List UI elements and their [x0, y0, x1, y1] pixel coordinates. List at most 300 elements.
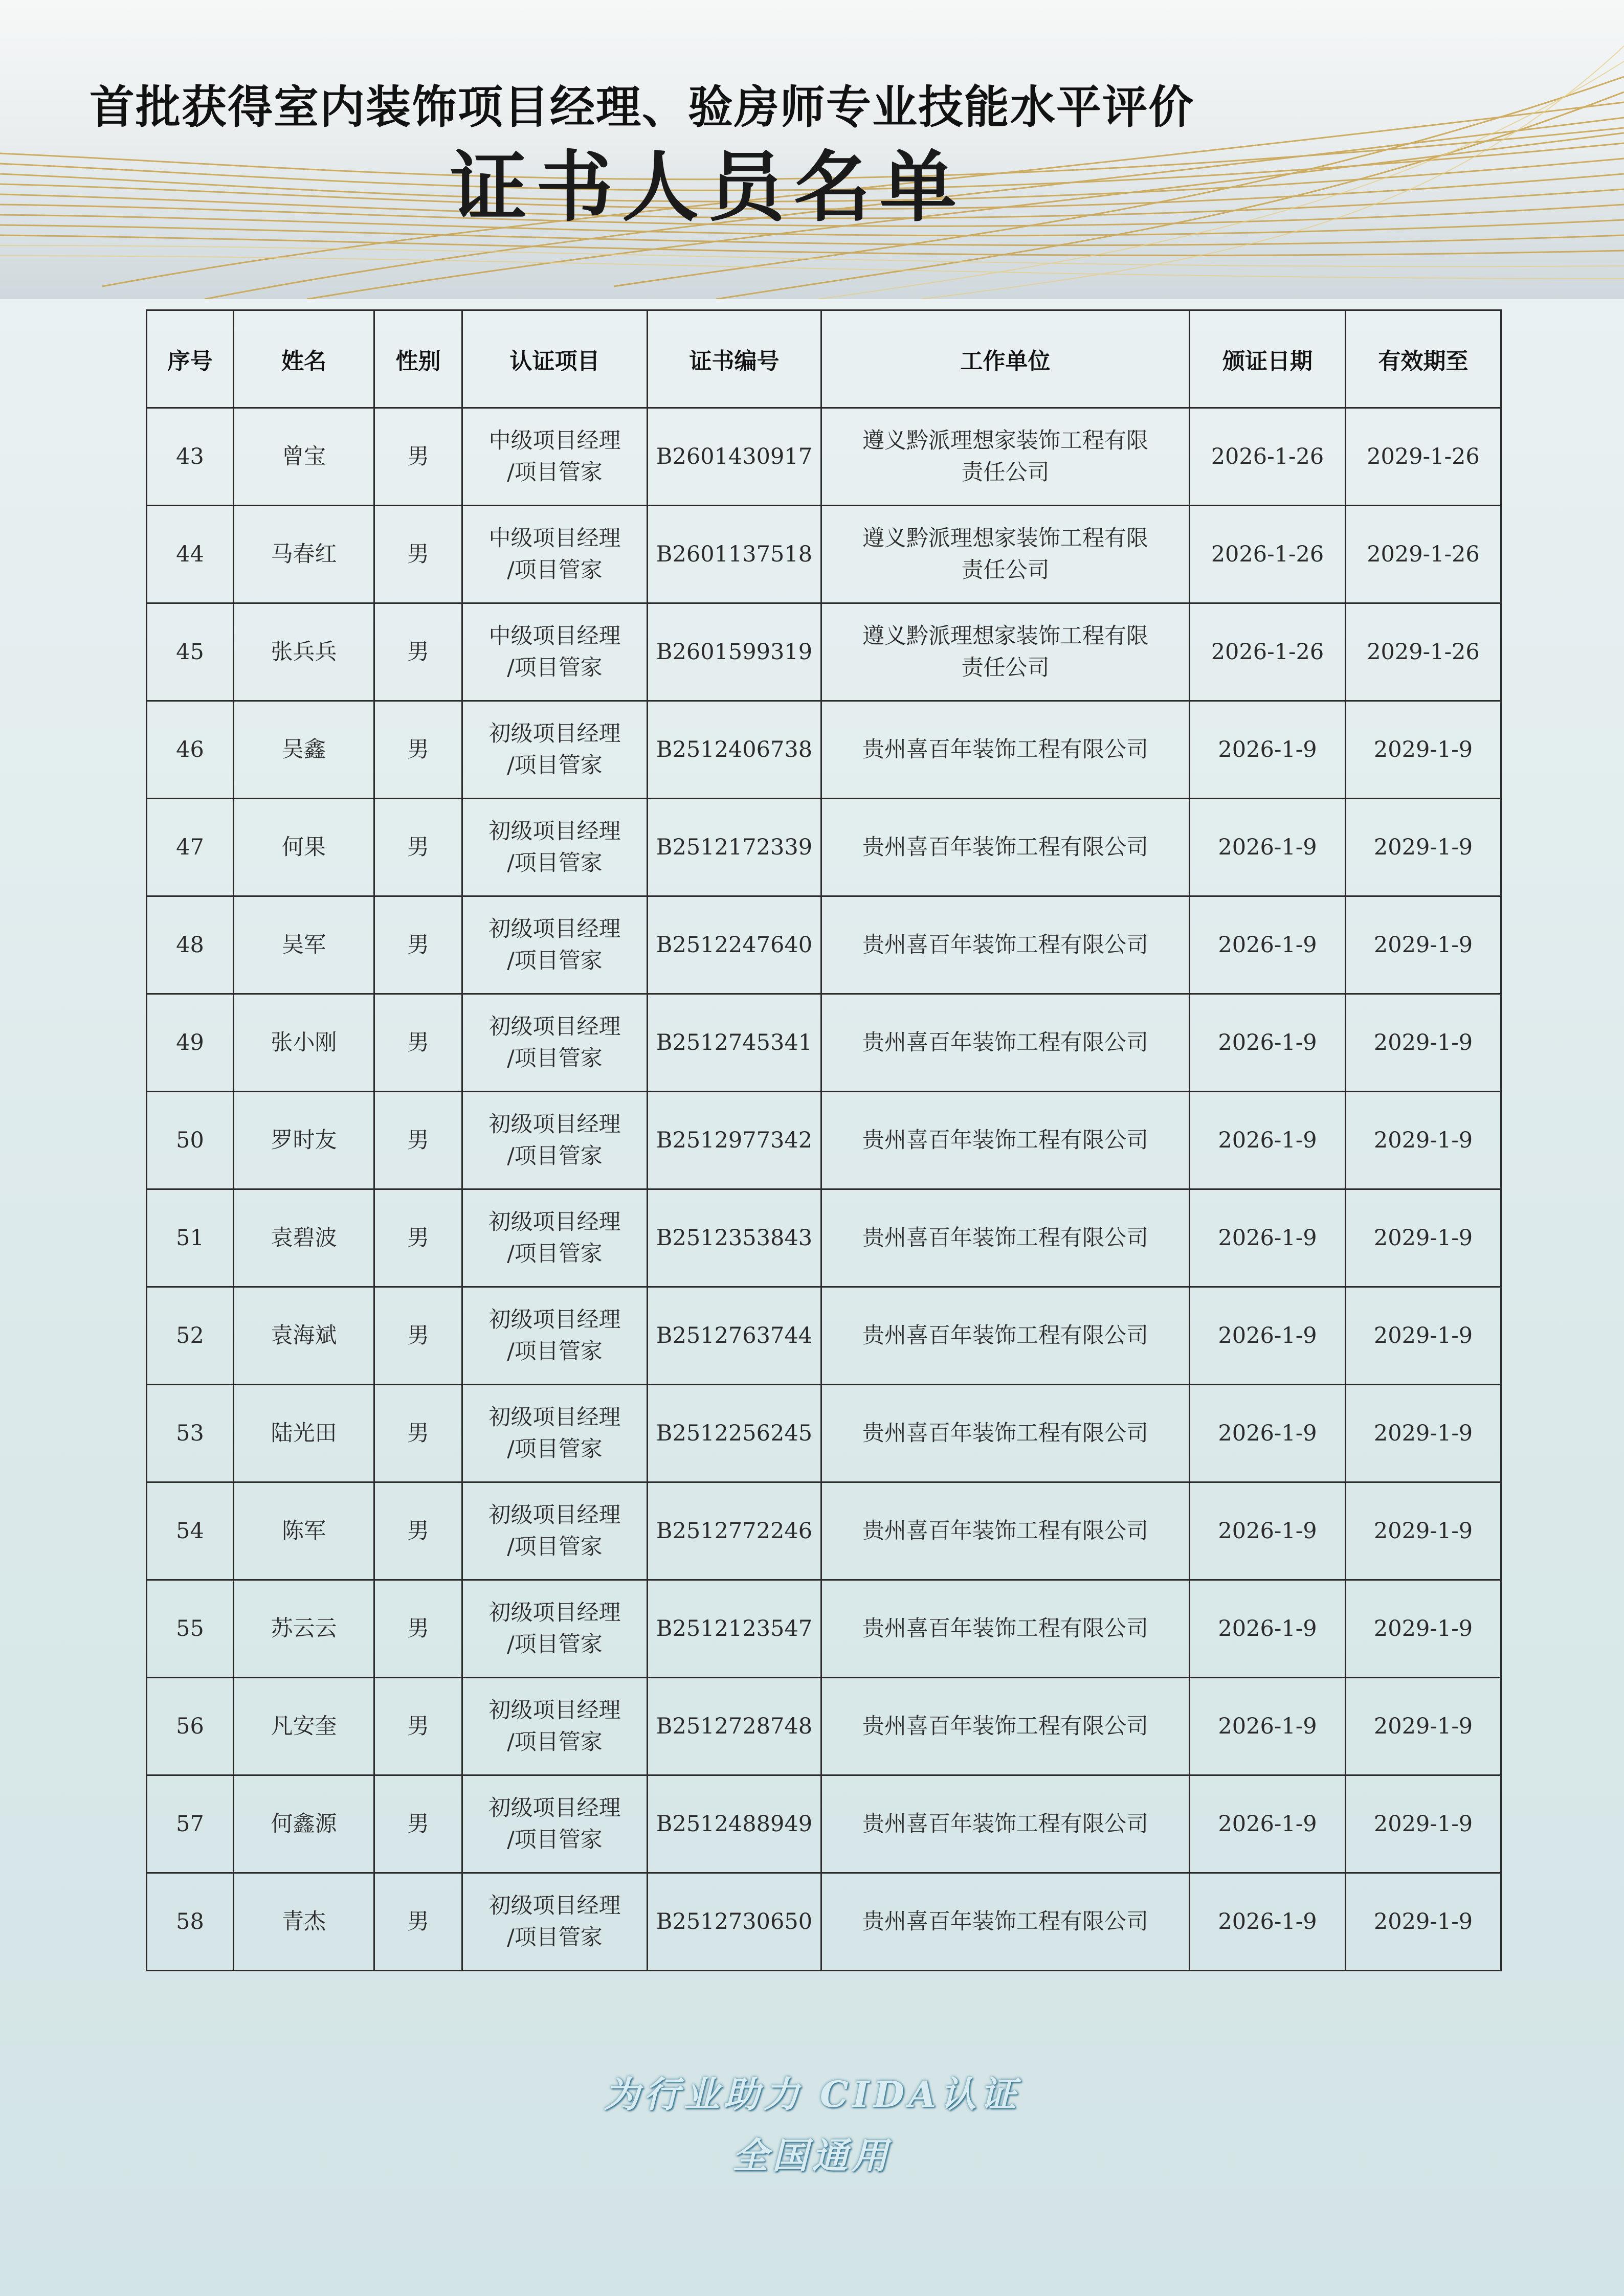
cell-work-unit-line: 贵州喜百年装饰工程有限公司	[862, 1128, 1148, 1153]
cell-cert-number	[648, 1580, 821, 1678]
cell-gender-line: 男	[407, 1811, 429, 1837]
cell-serial-no	[147, 1678, 234, 1775]
cell-issue-date	[1190, 799, 1346, 896]
cell-issue-date	[1190, 408, 1346, 506]
cell-serial-no	[147, 896, 234, 994]
cell-gender-line: 男	[407, 542, 429, 567]
cell-gender-line: 男	[407, 1421, 429, 1446]
cell-serial-no-line: 56	[176, 1714, 204, 1739]
cell-cert-number-line: B2512728748	[656, 1714, 813, 1739]
cell-issue-date	[1190, 1678, 1346, 1775]
cell-gender	[374, 408, 462, 506]
certificate-roster-table	[146, 309, 1502, 1971]
cell-serial-no-line: 47	[176, 835, 204, 860]
cell-cert-item	[462, 408, 648, 506]
cell-name	[234, 506, 374, 603]
cell-valid-until	[1346, 1678, 1501, 1775]
cell-work-unit-line: 贵州喜百年装饰工程有限公司	[862, 1323, 1148, 1348]
cell-cert-item-line: 初级项目经理	[488, 1502, 621, 1528]
cell-cert-number	[648, 506, 821, 603]
cell-gender-line: 男	[407, 1323, 429, 1348]
cell-issue-date	[1190, 1287, 1346, 1385]
cell-name-line: 陈军	[282, 1518, 326, 1544]
cell-cert-item-line: 初级项目经理	[488, 1698, 621, 1723]
cell-serial-no-line: 43	[176, 444, 204, 469]
column-header: 证书编号	[648, 310, 821, 408]
cell-issue-date	[1190, 994, 1346, 1092]
cell-serial-no	[147, 1385, 234, 1482]
column-header: 工作单位	[821, 310, 1190, 408]
table-row	[147, 1385, 1501, 1482]
cell-gender	[374, 1189, 462, 1287]
cell-cert-number	[648, 408, 821, 506]
cell-name	[234, 1775, 374, 1873]
cell-valid-until-line: 2029-1-9	[1373, 1225, 1473, 1251]
cell-gender	[374, 1287, 462, 1385]
cell-cert-item	[462, 1092, 648, 1189]
cell-gender	[374, 701, 462, 799]
cell-serial-no	[147, 701, 234, 799]
cell-cert-item	[462, 603, 648, 701]
cell-name-line: 青杰	[282, 1909, 326, 1934]
cell-cert-number-line: B2512730650	[656, 1909, 813, 1934]
table-row	[147, 1678, 1501, 1775]
column-header: 认证项目	[462, 310, 648, 408]
cell-valid-until-line: 2029-1-9	[1373, 1714, 1473, 1739]
cell-cert-item	[462, 1287, 648, 1385]
cell-gender	[374, 1385, 462, 1482]
cell-name-line: 何果	[282, 835, 326, 860]
cell-name	[234, 1678, 374, 1775]
cell-issue-date	[1190, 1580, 1346, 1678]
cell-cert-item	[462, 1580, 648, 1678]
cell-cert-item-line: 初级项目经理	[488, 1795, 621, 1821]
cell-name-line: 马春红	[271, 542, 337, 567]
cell-work-unit	[821, 701, 1190, 799]
cell-serial-no	[147, 1287, 234, 1385]
cell-issue-date-line: 2026-1-9	[1218, 1909, 1317, 1934]
cell-issue-date-line: 2026-1-9	[1218, 1616, 1317, 1641]
cell-issue-date-line: 2026-1-9	[1218, 1421, 1317, 1446]
cell-serial-no	[147, 408, 234, 506]
cell-cert-item-line: /项目管家	[507, 948, 603, 974]
cell-cert-number-line: B2512763744	[656, 1323, 813, 1348]
cell-name	[234, 896, 374, 994]
cell-valid-until	[1346, 1092, 1501, 1189]
cell-cert-item	[462, 1385, 648, 1482]
cell-issue-date-line: 2026-1-9	[1218, 835, 1317, 860]
cell-cert-number	[648, 701, 821, 799]
cell-name	[234, 1189, 374, 1287]
cell-cert-item-line: 初级项目经理	[488, 1893, 621, 1919]
cell-issue-date	[1190, 1873, 1346, 1971]
cell-cert-item-line: /项目管家	[507, 1143, 603, 1169]
cell-cert-item-line: /项目管家	[507, 1632, 603, 1657]
cell-name	[234, 408, 374, 506]
cell-cert-item-line: 初级项目经理	[488, 1014, 621, 1040]
cell-serial-no-line: 52	[176, 1323, 204, 1348]
cell-serial-no-line: 50	[176, 1128, 204, 1153]
cell-name-line: 苏云云	[271, 1616, 337, 1641]
table-row	[147, 1287, 1501, 1385]
cell-issue-date	[1190, 1482, 1346, 1580]
table-header-row	[147, 310, 1501, 408]
cell-serial-no-line: 48	[176, 932, 204, 958]
cell-valid-until	[1346, 1873, 1501, 1971]
column-header: 性别	[374, 310, 462, 408]
footer-slogan-subline: 全国通用	[732, 2134, 892, 2177]
cell-gender-line: 男	[407, 737, 429, 762]
cell-valid-until	[1346, 1580, 1501, 1678]
cell-work-unit-line: 贵州喜百年装饰工程有限公司	[862, 1714, 1148, 1739]
cell-work-unit	[821, 506, 1190, 603]
cell-issue-date-line: 2026-1-9	[1218, 1225, 1317, 1251]
cell-cert-number	[648, 1092, 821, 1189]
cell-work-unit-line: 贵州喜百年装饰工程有限公司	[862, 1030, 1148, 1055]
cell-valid-until	[1346, 408, 1501, 506]
cell-issue-date-line: 2026-1-9	[1218, 1811, 1317, 1837]
cell-cert-item-line: 初级项目经理	[488, 1112, 621, 1137]
cell-cert-item-line: /项目管家	[507, 753, 603, 778]
cell-name-line: 张小刚	[271, 1030, 337, 1055]
cell-issue-date-line: 2026-1-26	[1211, 444, 1324, 469]
cell-gender-line: 男	[407, 639, 429, 665]
cell-cert-item	[462, 1775, 648, 1873]
cell-cert-number-line: B2512123547	[656, 1616, 813, 1641]
cell-serial-no	[147, 603, 234, 701]
cell-work-unit-line: 贵州喜百年装饰工程有限公司	[862, 1518, 1148, 1544]
table-row	[147, 1482, 1501, 1580]
cell-cert-item-line: /项目管家	[507, 1046, 603, 1071]
cell-valid-until-line: 2029-1-9	[1373, 835, 1473, 860]
cell-work-unit-line: 贵州喜百年装饰工程有限公司	[862, 835, 1148, 860]
cell-work-unit	[821, 1873, 1190, 1971]
cell-cert-item-line: /项目管家	[507, 1729, 603, 1755]
cell-valid-until	[1346, 1482, 1501, 1580]
cell-cert-item	[462, 1678, 648, 1775]
cell-valid-until	[1346, 1287, 1501, 1385]
cell-gender-line: 男	[407, 1030, 429, 1055]
cell-cert-item	[462, 1873, 648, 1971]
cell-cert-item-line: 中级项目经理	[488, 428, 621, 454]
cell-valid-until-line: 2029-1-9	[1373, 1909, 1473, 1934]
cell-valid-until-line: 2029-1-9	[1373, 1811, 1473, 1837]
cell-cert-item-line: 初级项目经理	[488, 819, 621, 844]
cell-cert-item-line: /项目管家	[507, 1827, 603, 1853]
cell-work-unit-line: 贵州喜百年装饰工程有限公司	[862, 1909, 1148, 1934]
cell-work-unit-line: 责任公司	[961, 655, 1050, 681]
cell-name-line: 袁海斌	[271, 1323, 337, 1348]
table-row	[147, 994, 1501, 1092]
page-subtitle: 证书人员名单	[450, 142, 966, 232]
cell-name	[234, 1580, 374, 1678]
cell-name	[234, 603, 374, 701]
cell-serial-no	[147, 1775, 234, 1873]
cell-cert-number	[648, 603, 821, 701]
cell-cert-number	[648, 994, 821, 1092]
cell-cert-number	[648, 1482, 821, 1580]
cell-cert-number	[648, 1287, 821, 1385]
cell-work-unit	[821, 1482, 1190, 1580]
cell-serial-no	[147, 506, 234, 603]
cell-issue-date-line: 2026-1-9	[1218, 1323, 1317, 1348]
cell-cert-number-line: B2512172339	[656, 835, 813, 860]
column-header: 有效期至	[1346, 310, 1501, 408]
cell-issue-date-line: 2026-1-9	[1218, 932, 1317, 958]
table-row	[147, 799, 1501, 896]
table-row	[147, 701, 1501, 799]
cell-cert-number-line: B2601137518	[656, 542, 813, 567]
cell-gender-line: 男	[407, 1518, 429, 1544]
cell-gender-line: 男	[407, 1714, 429, 1739]
cell-cert-number-line: B2512353843	[656, 1225, 813, 1251]
cell-serial-no-line: 51	[176, 1225, 204, 1251]
cell-valid-until	[1346, 701, 1501, 799]
cell-cert-item	[462, 1189, 648, 1287]
cell-valid-until-line: 2029-1-9	[1373, 1518, 1473, 1544]
header-banner	[0, 0, 1624, 299]
cell-gender	[374, 1092, 462, 1189]
cell-valid-until-line: 2029-1-26	[1367, 444, 1480, 469]
cell-valid-until	[1346, 1189, 1501, 1287]
cell-gender	[374, 603, 462, 701]
cell-cert-item-line: 中级项目经理	[488, 623, 621, 649]
cell-cert-number	[648, 799, 821, 896]
cell-work-unit	[821, 1775, 1190, 1873]
cell-name	[234, 701, 374, 799]
cell-cert-item-line: 初级项目经理	[488, 1307, 621, 1333]
column-header: 序号	[147, 310, 234, 408]
cell-cert-number-line: B2512745341	[656, 1030, 813, 1055]
cell-name-line: 曾宝	[282, 444, 326, 469]
cell-cert-item-line: /项目管家	[507, 1925, 603, 1950]
cell-cert-item-line: /项目管家	[507, 1241, 603, 1267]
cell-name-line: 凡安奎	[271, 1714, 337, 1739]
cell-cert-number-line: B2512256245	[656, 1421, 813, 1446]
cell-valid-until	[1346, 603, 1501, 701]
cell-work-unit-line: 遵义黔派理想家装饰工程有限	[862, 526, 1148, 551]
cell-name	[234, 1385, 374, 1482]
cell-cert-number-line: B2512977342	[656, 1128, 813, 1153]
cell-serial-no-line: 53	[176, 1421, 204, 1446]
cell-cert-item	[462, 994, 648, 1092]
table-row	[147, 1092, 1501, 1189]
cell-work-unit	[821, 1092, 1190, 1189]
cell-serial-no-line: 49	[176, 1030, 204, 1055]
cell-issue-date	[1190, 1189, 1346, 1287]
cell-serial-no-line: 54	[176, 1518, 204, 1544]
table-row	[147, 408, 1501, 506]
cell-work-unit-line: 遵义黔派理想家装饰工程有限	[862, 428, 1148, 454]
cell-valid-until-line: 2029-1-26	[1367, 542, 1480, 567]
cell-cert-item	[462, 701, 648, 799]
cell-cert-item-line: /项目管家	[507, 1339, 603, 1364]
cell-name-line: 何鑫源	[271, 1811, 337, 1837]
cell-issue-date	[1190, 506, 1346, 603]
cell-issue-date-line: 2026-1-9	[1218, 1030, 1317, 1055]
column-header: 颁证日期	[1190, 310, 1346, 408]
cell-cert-item	[462, 896, 648, 994]
cell-gender	[374, 1482, 462, 1580]
cell-issue-date-line: 2026-1-26	[1211, 542, 1324, 567]
cell-cert-number-line: B2601599319	[656, 639, 813, 665]
cell-cert-number-line: B2601430917	[656, 444, 813, 469]
cell-issue-date-line: 2026-1-9	[1218, 1714, 1317, 1739]
cell-valid-until-line: 2029-1-9	[1373, 1323, 1473, 1348]
table-row	[147, 603, 1501, 701]
cell-cert-item-line: /项目管家	[507, 655, 603, 681]
cell-cert-number-line: B2512247640	[656, 932, 813, 958]
cell-gender	[374, 506, 462, 603]
cell-work-unit	[821, 603, 1190, 701]
cell-name	[234, 799, 374, 896]
cell-name	[234, 1873, 374, 1971]
cell-valid-until-line: 2029-1-9	[1373, 1421, 1473, 1446]
cell-serial-no	[147, 1580, 234, 1678]
cell-cert-item-line: 中级项目经理	[488, 526, 621, 551]
cell-cert-number	[648, 1678, 821, 1775]
footer-slogan: 为行业助力 CIDA认证	[604, 2073, 1020, 2115]
cell-gender	[374, 799, 462, 896]
cell-serial-no-line: 58	[176, 1909, 204, 1934]
cell-name	[234, 1092, 374, 1189]
cell-cert-number	[648, 1873, 821, 1971]
cell-work-unit	[821, 408, 1190, 506]
cell-cert-item-line: 初级项目经理	[488, 916, 621, 942]
cell-valid-until-line: 2029-1-9	[1373, 1128, 1473, 1153]
cell-name-line: 吴鑫	[282, 737, 326, 762]
cell-work-unit-line: 责任公司	[961, 557, 1050, 583]
cell-serial-no-line: 55	[176, 1616, 204, 1641]
cell-work-unit-line: 贵州喜百年装饰工程有限公司	[862, 1225, 1148, 1251]
cell-cert-item	[462, 1482, 648, 1580]
cell-valid-until-line: 2029-1-9	[1373, 1616, 1473, 1641]
cell-valid-until	[1346, 1775, 1501, 1873]
cell-work-unit-line: 贵州喜百年装饰工程有限公司	[862, 737, 1148, 762]
cell-cert-item-line: 初级项目经理	[488, 1600, 621, 1626]
cell-name-line: 吴军	[282, 932, 326, 958]
cell-serial-no	[147, 1189, 234, 1287]
cell-valid-until-line: 2029-1-9	[1373, 737, 1473, 762]
cell-gender	[374, 1678, 462, 1775]
cell-valid-until-line: 2029-1-26	[1367, 639, 1480, 665]
cell-serial-no-line: 44	[176, 542, 204, 567]
cell-work-unit-line: 责任公司	[961, 460, 1050, 485]
cell-cert-item-line: 初级项目经理	[488, 721, 621, 747]
table-row	[147, 1775, 1501, 1873]
cell-valid-until	[1346, 896, 1501, 994]
cell-gender-line: 男	[407, 1909, 429, 1934]
cell-gender	[374, 994, 462, 1092]
cell-issue-date-line: 2026-1-9	[1218, 737, 1317, 762]
cell-work-unit	[821, 1385, 1190, 1482]
cell-serial-no-line: 57	[176, 1811, 204, 1837]
cell-cert-number	[648, 896, 821, 994]
table-row	[147, 506, 1501, 603]
page-title: 首批获得室内装饰项目经理、验房师专业技能水平评价	[90, 81, 1195, 133]
table-row	[147, 1580, 1501, 1678]
cell-gender	[374, 1873, 462, 1971]
cell-work-unit	[821, 896, 1190, 994]
cell-serial-no-line: 45	[176, 639, 204, 665]
cell-name-line: 袁碧波	[271, 1225, 337, 1251]
cell-issue-date	[1190, 1092, 1346, 1189]
cell-gender	[374, 1775, 462, 1873]
cell-name-line: 张兵兵	[271, 639, 337, 665]
cell-cert-number	[648, 1189, 821, 1287]
cell-serial-no-line: 46	[176, 737, 204, 762]
cell-cert-number-line: B2512406738	[656, 737, 813, 762]
cell-serial-no	[147, 1873, 234, 1971]
cell-work-unit-line: 遵义黔派理想家装饰工程有限	[862, 623, 1148, 649]
cell-serial-no	[147, 994, 234, 1092]
cell-cert-number-line: B2512488949	[656, 1811, 813, 1837]
cell-issue-date	[1190, 1385, 1346, 1482]
cell-cert-item-line: /项目管家	[507, 1534, 603, 1560]
cell-gender-line: 男	[407, 932, 429, 958]
cell-cert-item-line: /项目管家	[507, 1436, 603, 1462]
cell-gender-line: 男	[407, 1225, 429, 1251]
cell-cert-item	[462, 506, 648, 603]
cell-gender-line: 男	[407, 1128, 429, 1153]
cell-name	[234, 1287, 374, 1385]
cell-work-unit	[821, 1580, 1190, 1678]
cell-name	[234, 1482, 374, 1580]
cell-cert-item-line: /项目管家	[507, 460, 603, 485]
table-row	[147, 1873, 1501, 1971]
cell-work-unit	[821, 1678, 1190, 1775]
cell-name-line: 罗时友	[271, 1128, 337, 1153]
column-header: 姓名	[234, 310, 374, 408]
cell-valid-until	[1346, 994, 1501, 1092]
cell-issue-date	[1190, 603, 1346, 701]
table-row	[147, 1189, 1501, 1287]
table-body	[147, 408, 1501, 1971]
cell-cert-number	[648, 1775, 821, 1873]
cell-serial-no	[147, 1482, 234, 1580]
cell-cert-item	[462, 799, 648, 896]
cell-work-unit	[821, 799, 1190, 896]
cell-name	[234, 994, 374, 1092]
cell-cert-item-line: 初级项目经理	[488, 1405, 621, 1430]
cell-issue-date-line: 2026-1-9	[1218, 1518, 1317, 1544]
cell-valid-until	[1346, 506, 1501, 603]
cell-cert-item-line: 初级项目经理	[488, 1209, 621, 1235]
cell-name-line: 陆光田	[271, 1421, 337, 1446]
cell-issue-date-line: 2026-1-26	[1211, 639, 1324, 665]
cell-gender-line: 男	[407, 835, 429, 860]
cell-issue-date	[1190, 1775, 1346, 1873]
cell-cert-number	[648, 1385, 821, 1482]
cell-valid-until	[1346, 1385, 1501, 1482]
cell-serial-no	[147, 799, 234, 896]
cell-gender-line: 男	[407, 444, 429, 469]
cell-gender	[374, 896, 462, 994]
cell-work-unit	[821, 1287, 1190, 1385]
cell-issue-date-line: 2026-1-9	[1218, 1128, 1317, 1153]
cell-valid-until	[1346, 799, 1501, 896]
cell-cert-item-line: /项目管家	[507, 557, 603, 583]
cell-gender	[374, 1580, 462, 1678]
cell-work-unit	[821, 994, 1190, 1092]
cell-valid-until-line: 2029-1-9	[1373, 1030, 1473, 1055]
cell-issue-date	[1190, 701, 1346, 799]
cell-gender-line: 男	[407, 1616, 429, 1641]
cell-cert-item-line: /项目管家	[507, 850, 603, 876]
cell-work-unit-line: 贵州喜百年装饰工程有限公司	[862, 1811, 1148, 1837]
cell-serial-no	[147, 1092, 234, 1189]
cell-issue-date	[1190, 896, 1346, 994]
